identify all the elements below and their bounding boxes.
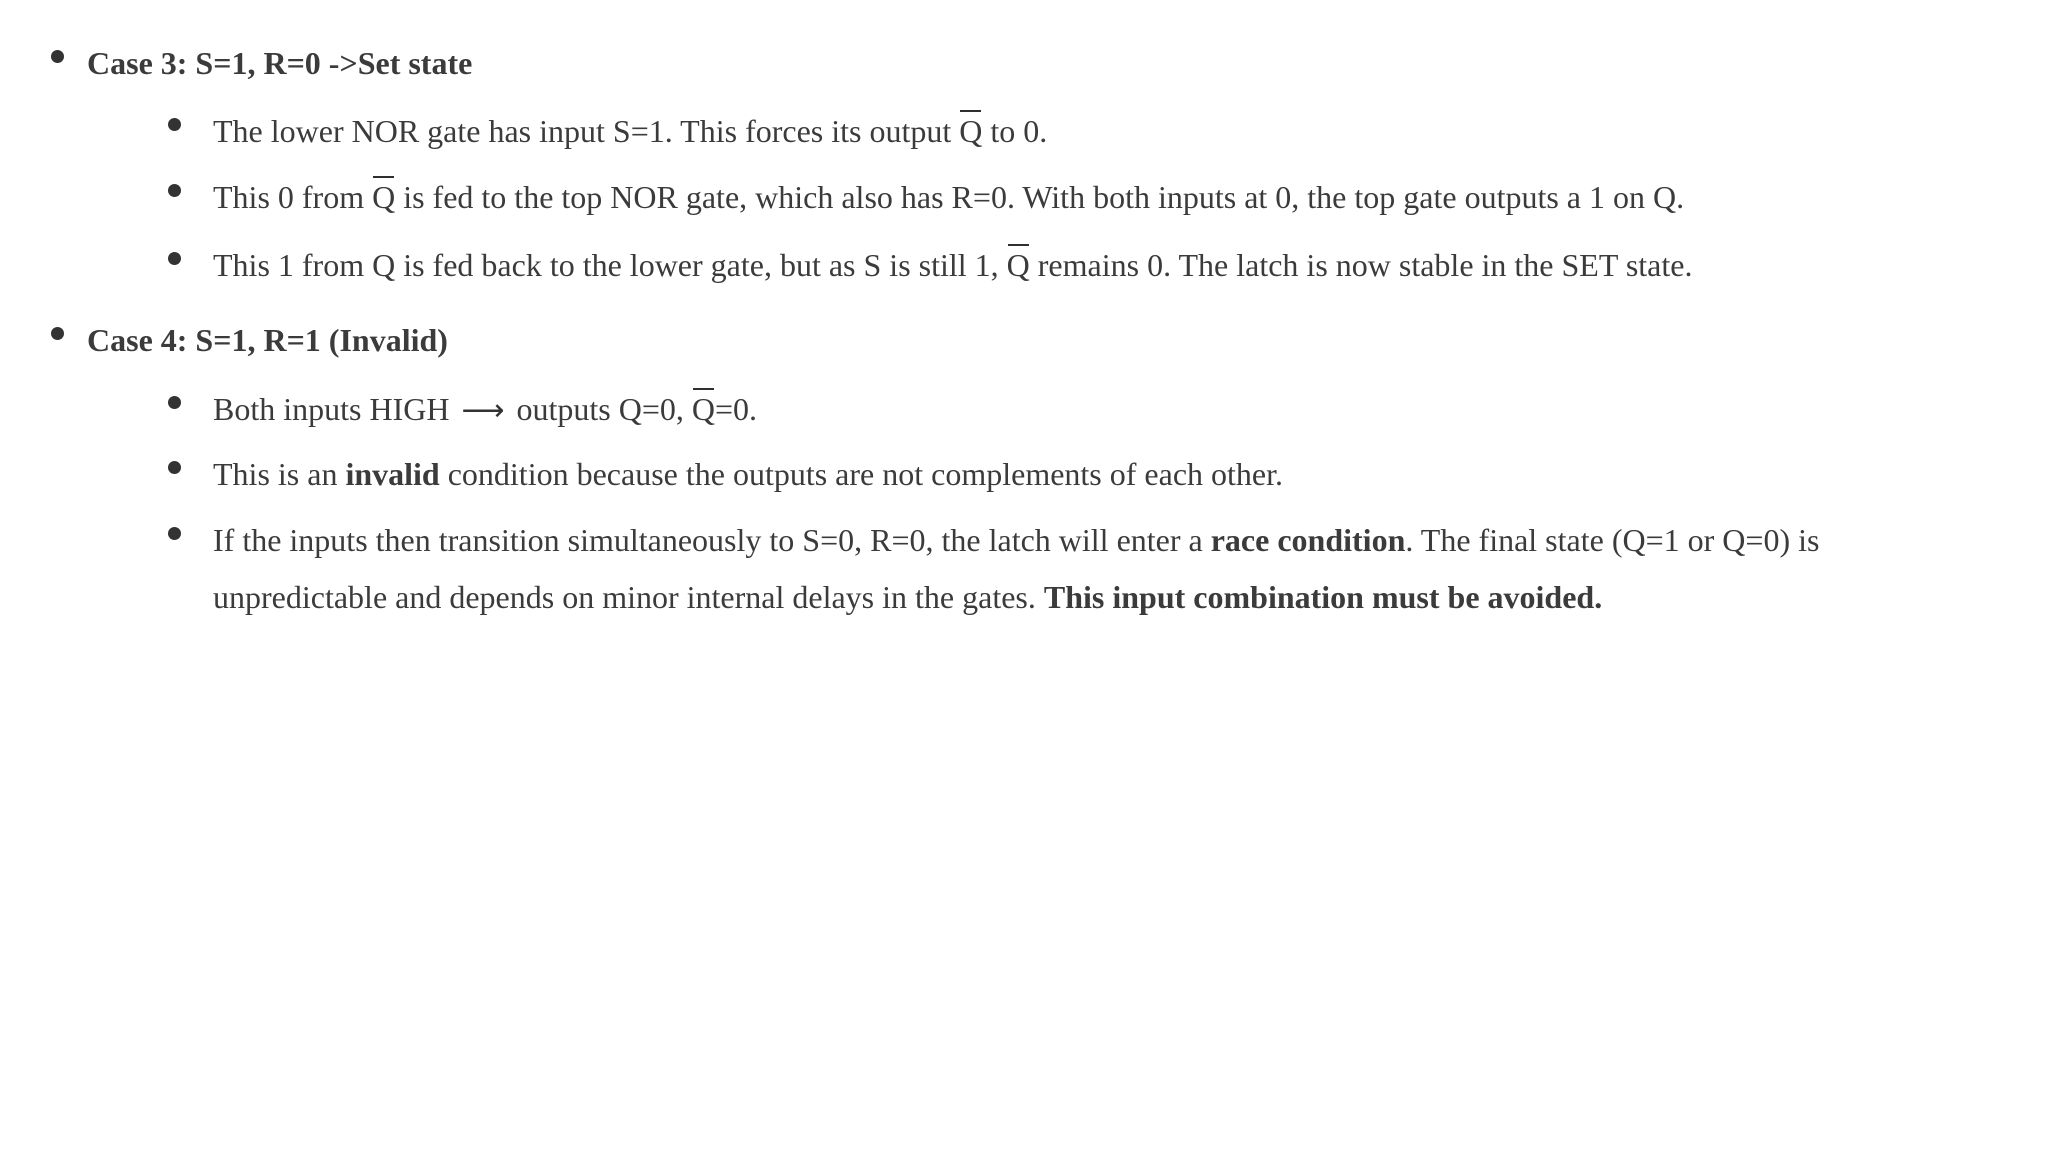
bold-term-invalid: invalid	[345, 456, 440, 492]
case4-bullet-2	[213, 454, 1283, 494]
case4-bullet-3-line-1	[213, 520, 1819, 560]
q-bar-symbol: Q	[372, 179, 396, 215]
text-segment: outputs Q=0,	[516, 391, 692, 427]
case3-bullet-2	[213, 177, 1684, 217]
bold-term-race-condition: race condition	[1210, 522, 1406, 558]
text-segment: This 1 from Q is fed back to the lower gate, but as S is still 1,	[213, 247, 1007, 283]
bullet-dot	[168, 461, 181, 474]
text-segment: remains 0. The latch is now stable in the SET state.	[1029, 247, 1693, 283]
case3-bullet-3	[213, 245, 1692, 285]
case4-heading: Case 4: S=1, R=1 (Invalid)	[87, 322, 448, 358]
text-segment: The lower NOR gate has input S=1. This forces its output	[213, 113, 960, 149]
bullet-dot	[168, 527, 181, 540]
bold-warning: This input combination must be avoided.	[1043, 579, 1603, 615]
text-segment: unpredictable and depends on minor internal delays in the gates.	[213, 579, 1044, 615]
text-segment: . The final state (Q=1 or Q=0) is	[1405, 522, 1820, 558]
bullet-dot	[51, 50, 64, 63]
bullet-dot	[168, 118, 181, 131]
case3-bullet-1	[213, 111, 1047, 151]
text-segment: =0.	[714, 391, 758, 427]
q-bar-symbol: Q	[1006, 247, 1030, 283]
case4-bullet-1	[213, 389, 757, 431]
text-segment: This is an	[213, 456, 346, 492]
text-segment: is fed to the top NOR gate, which also has R=0. With both inputs at 0, the top gate outputs a 1 on Q.	[395, 179, 1685, 215]
bullet-dot	[168, 184, 181, 197]
text-segment: condition because the outputs are not complements of each other.	[439, 456, 1283, 492]
case4-bullet-3-line-2	[213, 577, 1602, 617]
text-segment: to 0.	[982, 113, 1048, 149]
bullet-dot	[168, 396, 181, 409]
case3-heading: Case 3: S=1, R=0 ->Set state	[87, 45, 473, 81]
bullet-dot	[51, 327, 64, 340]
q-bar-symbol: Q	[959, 113, 983, 149]
text-segment: If the inputs then transition simultaneously to S=0, R=0, the latch will enter a	[213, 522, 1211, 558]
bullet-dot	[168, 252, 181, 265]
text-segment: Both inputs HIGH	[213, 391, 450, 427]
q-bar-symbol: Q	[691, 391, 715, 427]
right-arrow-icon: ⟶	[461, 393, 505, 428]
text-segment: This 0 from	[213, 179, 373, 215]
